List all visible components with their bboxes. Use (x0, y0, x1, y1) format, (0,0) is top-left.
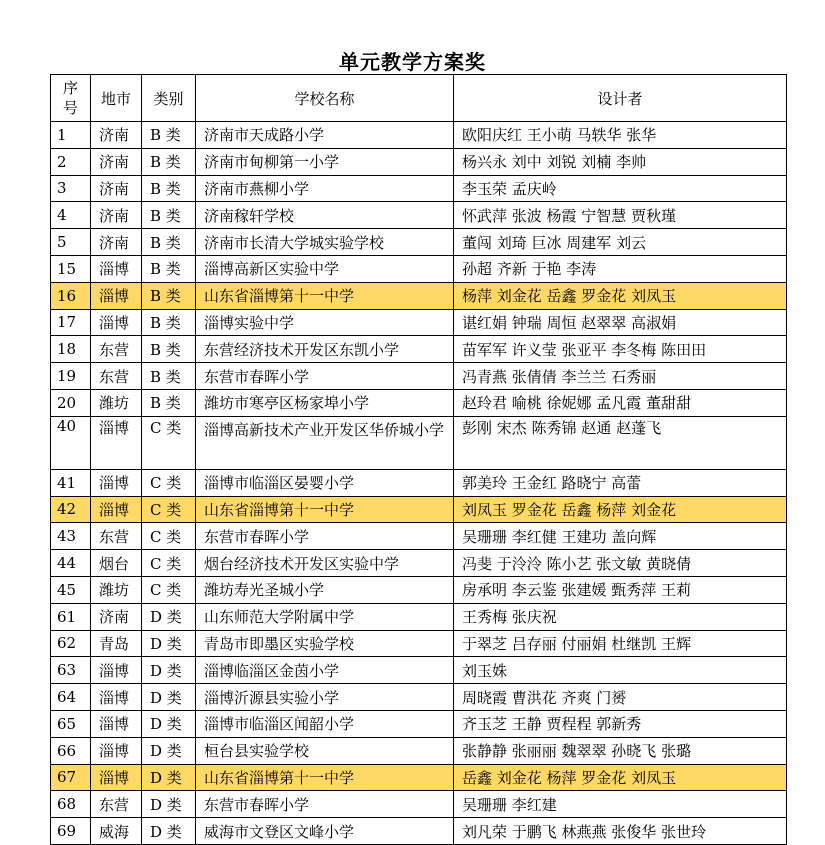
cell-category: D 类 (142, 603, 196, 630)
cell-school: 淄博实验中学 (196, 309, 454, 336)
cell-number: 64 (51, 684, 91, 711)
cell-city: 淄博 (91, 657, 142, 684)
cell-school: 东营经济技术开发区东凯小学 (196, 336, 454, 363)
cell-school: 威海市文登区文峰小学 (196, 818, 454, 845)
table-row (51, 309, 787, 336)
table-row (51, 229, 787, 256)
cell-city: 淄博 (91, 684, 142, 711)
cell-school: 东营市春晖小学 (196, 363, 454, 390)
table-header-row (51, 75, 787, 122)
cell-category: B 类 (142, 229, 196, 256)
cell-designers: 刘凤玉 罗金花 岳鑫 杨萍 刘金花 (454, 496, 787, 523)
cell-category: C 类 (142, 550, 196, 577)
cell-city: 威海 (91, 818, 142, 845)
cell-category: D 类 (142, 737, 196, 764)
cell-school: 山东省淄博第十一中学 (196, 496, 454, 523)
table-row (51, 282, 787, 309)
award-table (50, 74, 787, 845)
cell-number: 66 (51, 737, 91, 764)
cell-number: 43 (51, 523, 91, 550)
cell-category: C 类 (142, 469, 196, 496)
cell-category: D 类 (142, 818, 196, 845)
table-row (51, 657, 787, 684)
cell-school: 烟台经济技术开发区实验中学 (196, 550, 454, 577)
cell-school: 潍坊市寒亭区杨家埠小学 (196, 389, 454, 416)
table-row (51, 764, 787, 791)
cell-number: 40 (51, 416, 91, 469)
cell-designers: 岳鑫 刘金花 杨萍 罗金花 刘凤玉 (454, 764, 787, 791)
cell-number: 3 (51, 175, 91, 202)
table-row (51, 630, 787, 657)
cell-school: 济南市天成路小学 (196, 122, 454, 149)
cell-category: B 类 (142, 336, 196, 363)
cell-designers: 齐玉芝 王静 贾程程 郭新秀 (454, 710, 787, 737)
table-row (51, 737, 787, 764)
cell-school: 桓台县实验学校 (196, 737, 454, 764)
cell-city: 潍坊 (91, 389, 142, 416)
cell-school: 淄博沂源县实验小学 (196, 684, 454, 711)
cell-school: 淄博市临淄区晏婴小学 (196, 469, 454, 496)
cell-number: 68 (51, 791, 91, 818)
cell-designers: 李玉荣 孟庆岭 (454, 175, 787, 202)
cell-city: 淄博 (91, 496, 142, 523)
cell-category: B 类 (142, 122, 196, 149)
cell-school: 济南市甸柳第一小学 (196, 148, 454, 175)
cell-category: C 类 (142, 576, 196, 603)
cell-city: 济南 (91, 229, 142, 256)
cell-city: 东营 (91, 523, 142, 550)
table-row (51, 818, 787, 845)
table-row (51, 363, 787, 390)
cell-number: 67 (51, 764, 91, 791)
cell-category: D 类 (142, 791, 196, 818)
cell-category: B 类 (142, 282, 196, 309)
cell-city: 淄博 (91, 764, 142, 791)
cell-designers: 房承明 李云鉴 张建媛 甄秀萍 王莉 (454, 576, 787, 603)
cell-number: 42 (51, 496, 91, 523)
cell-city: 济南 (91, 122, 142, 149)
cell-number: 4 (51, 202, 91, 229)
cell-designers: 冯青燕 张倩倩 李兰兰 石秀丽 (454, 363, 787, 390)
table-row (51, 603, 787, 630)
table-row (51, 710, 787, 737)
cell-number: 62 (51, 630, 91, 657)
cell-category: C 类 (142, 496, 196, 523)
cell-designers: 杨兴永 刘中 刘锐 刘楠 李帅 (454, 148, 787, 175)
cell-city: 淄博 (91, 710, 142, 737)
table-row (51, 684, 787, 711)
cell-category: D 类 (142, 684, 196, 711)
cell-school: 山东省淄博第十一中学 (196, 282, 454, 309)
cell-city: 淄博 (91, 255, 142, 282)
cell-number: 61 (51, 603, 91, 630)
cell-city: 潍坊 (91, 576, 142, 603)
cell-number: 69 (51, 818, 91, 845)
cell-designers: 董闯 刘琦 巨冰 周建军 刘云 (454, 229, 787, 256)
table-row (51, 148, 787, 175)
cell-designers: 杨萍 刘金花 岳鑫 罗金花 刘凤玉 (454, 282, 787, 309)
cell-category: C 类 (142, 416, 196, 469)
cell-number: 65 (51, 710, 91, 737)
cell-school: 潍坊寿光圣城小学 (196, 576, 454, 603)
cell-city: 淄博 (91, 737, 142, 764)
cell-category: B 类 (142, 148, 196, 175)
cell-category: D 类 (142, 657, 196, 684)
cell-designers: 吴珊珊 李红建 (454, 791, 787, 818)
table-row (51, 175, 787, 202)
cell-number: 2 (51, 148, 91, 175)
cell-category: B 类 (142, 255, 196, 282)
cell-school: 山东师范大学附属中学 (196, 603, 454, 630)
cell-category: B 类 (142, 202, 196, 229)
table-row (51, 791, 787, 818)
cell-designers: 张静静 张丽丽 魏翠翠 孙晓飞 张璐 (454, 737, 787, 764)
cell-category: D 类 (142, 710, 196, 737)
table-row (51, 202, 787, 229)
header-category: 类别 (142, 75, 196, 122)
cell-designers: 冯斐 于泠泠 陈小艺 张文敏 黄晓倩 (454, 550, 787, 577)
cell-school: 济南市燕柳小学 (196, 175, 454, 202)
cell-school: 淄博高新区实验中学 (196, 255, 454, 282)
cell-category: B 类 (142, 363, 196, 390)
cell-number: 18 (51, 336, 91, 363)
cell-number: 20 (51, 389, 91, 416)
cell-designers: 刘凡荣 于鹏飞 林燕燕 张俊华 张世玲 (454, 818, 787, 845)
table-row (51, 469, 787, 496)
cell-designers: 苗军军 许义莹 张亚平 李冬梅 陈田田 (454, 336, 787, 363)
header-designers: 设计者 (454, 75, 787, 122)
cell-number: 17 (51, 309, 91, 336)
cell-designers: 怀武萍 张波 杨霞 宁智慧 贾秋瑾 (454, 202, 787, 229)
cell-city: 东营 (91, 791, 142, 818)
cell-designers: 郭美玲 王金红 路晓宁 高蕾 (454, 469, 787, 496)
cell-school: 济南市长清大学城实验学校 (196, 229, 454, 256)
cell-city: 青岛 (91, 630, 142, 657)
cell-number: 1 (51, 122, 91, 149)
cell-designers: 周晓霞 曹洪花 齐爽 门赟 (454, 684, 787, 711)
table-row (51, 389, 787, 416)
cell-number: 41 (51, 469, 91, 496)
table-row (51, 523, 787, 550)
cell-designers: 彭刚 宋杰 陈秀锦 赵通 赵蓬飞 (454, 416, 787, 469)
cell-category: B 类 (142, 389, 196, 416)
cell-city: 淄博 (91, 282, 142, 309)
header-city: 地市 (91, 75, 142, 122)
cell-city: 济南 (91, 202, 142, 229)
table-row (51, 416, 787, 469)
cell-designers: 吴珊珊 李红健 王建功 盖向辉 (454, 523, 787, 550)
table-row (51, 550, 787, 577)
cell-school: 济南稼轩学校 (196, 202, 454, 229)
cell-city: 淄博 (91, 469, 142, 496)
header-school: 学校名称 (196, 75, 454, 122)
table-row (51, 496, 787, 523)
cell-city: 烟台 (91, 550, 142, 577)
cell-city: 济南 (91, 603, 142, 630)
cell-number: 44 (51, 550, 91, 577)
table-row (51, 122, 787, 149)
cell-designers: 赵玲君 喻桃 徐妮娜 孟凡霞 董甜甜 (454, 389, 787, 416)
cell-city: 济南 (91, 175, 142, 202)
table-row (51, 255, 787, 282)
page-title: 单元教学方案奖 (339, 50, 486, 74)
cell-designers: 王秀梅 张庆祝 (454, 603, 787, 630)
cell-school: 山东省淄博第十一中学 (196, 764, 454, 791)
cell-designers: 孙超 齐新 于艳 李涛 (454, 255, 787, 282)
cell-school: 淄博高新技术产业开发区华侨城小学 (196, 416, 454, 469)
cell-number: 19 (51, 363, 91, 390)
cell-category: D 类 (142, 630, 196, 657)
cell-designers: 于翠芝 吕存丽 付丽娟 杜继凯 王辉 (454, 630, 787, 657)
cell-school: 青岛市即墨区实验学校 (196, 630, 454, 657)
cell-number: 45 (51, 576, 91, 603)
cell-city: 淄博 (91, 416, 142, 469)
cell-school: 东营市春晖小学 (196, 523, 454, 550)
cell-category: B 类 (142, 175, 196, 202)
cell-city: 东营 (91, 336, 142, 363)
cell-number: 15 (51, 255, 91, 282)
cell-city: 济南 (91, 148, 142, 175)
header-seq: 序 号 (51, 75, 91, 122)
cell-number: 5 (51, 229, 91, 256)
cell-category: C 类 (142, 523, 196, 550)
cell-city: 东营 (91, 363, 142, 390)
cell-category: D 类 (142, 764, 196, 791)
cell-school: 东营市春晖小学 (196, 791, 454, 818)
cell-category: B 类 (142, 309, 196, 336)
cell-designers: 刘玉姝 (454, 657, 787, 684)
table-row (51, 336, 787, 363)
cell-school: 淄博市临淄区闻韶小学 (196, 710, 454, 737)
cell-designers: 谌红娟 钟瑞 周恒 赵翠翠 高淑娟 (454, 309, 787, 336)
cell-number: 63 (51, 657, 91, 684)
cell-designers: 欧阳庆红 王小萌 马轶华 张华 (454, 122, 787, 149)
cell-city: 淄博 (91, 309, 142, 336)
table-row (51, 576, 787, 603)
cell-number: 16 (51, 282, 91, 309)
cell-school: 淄博临淄区金茵小学 (196, 657, 454, 684)
